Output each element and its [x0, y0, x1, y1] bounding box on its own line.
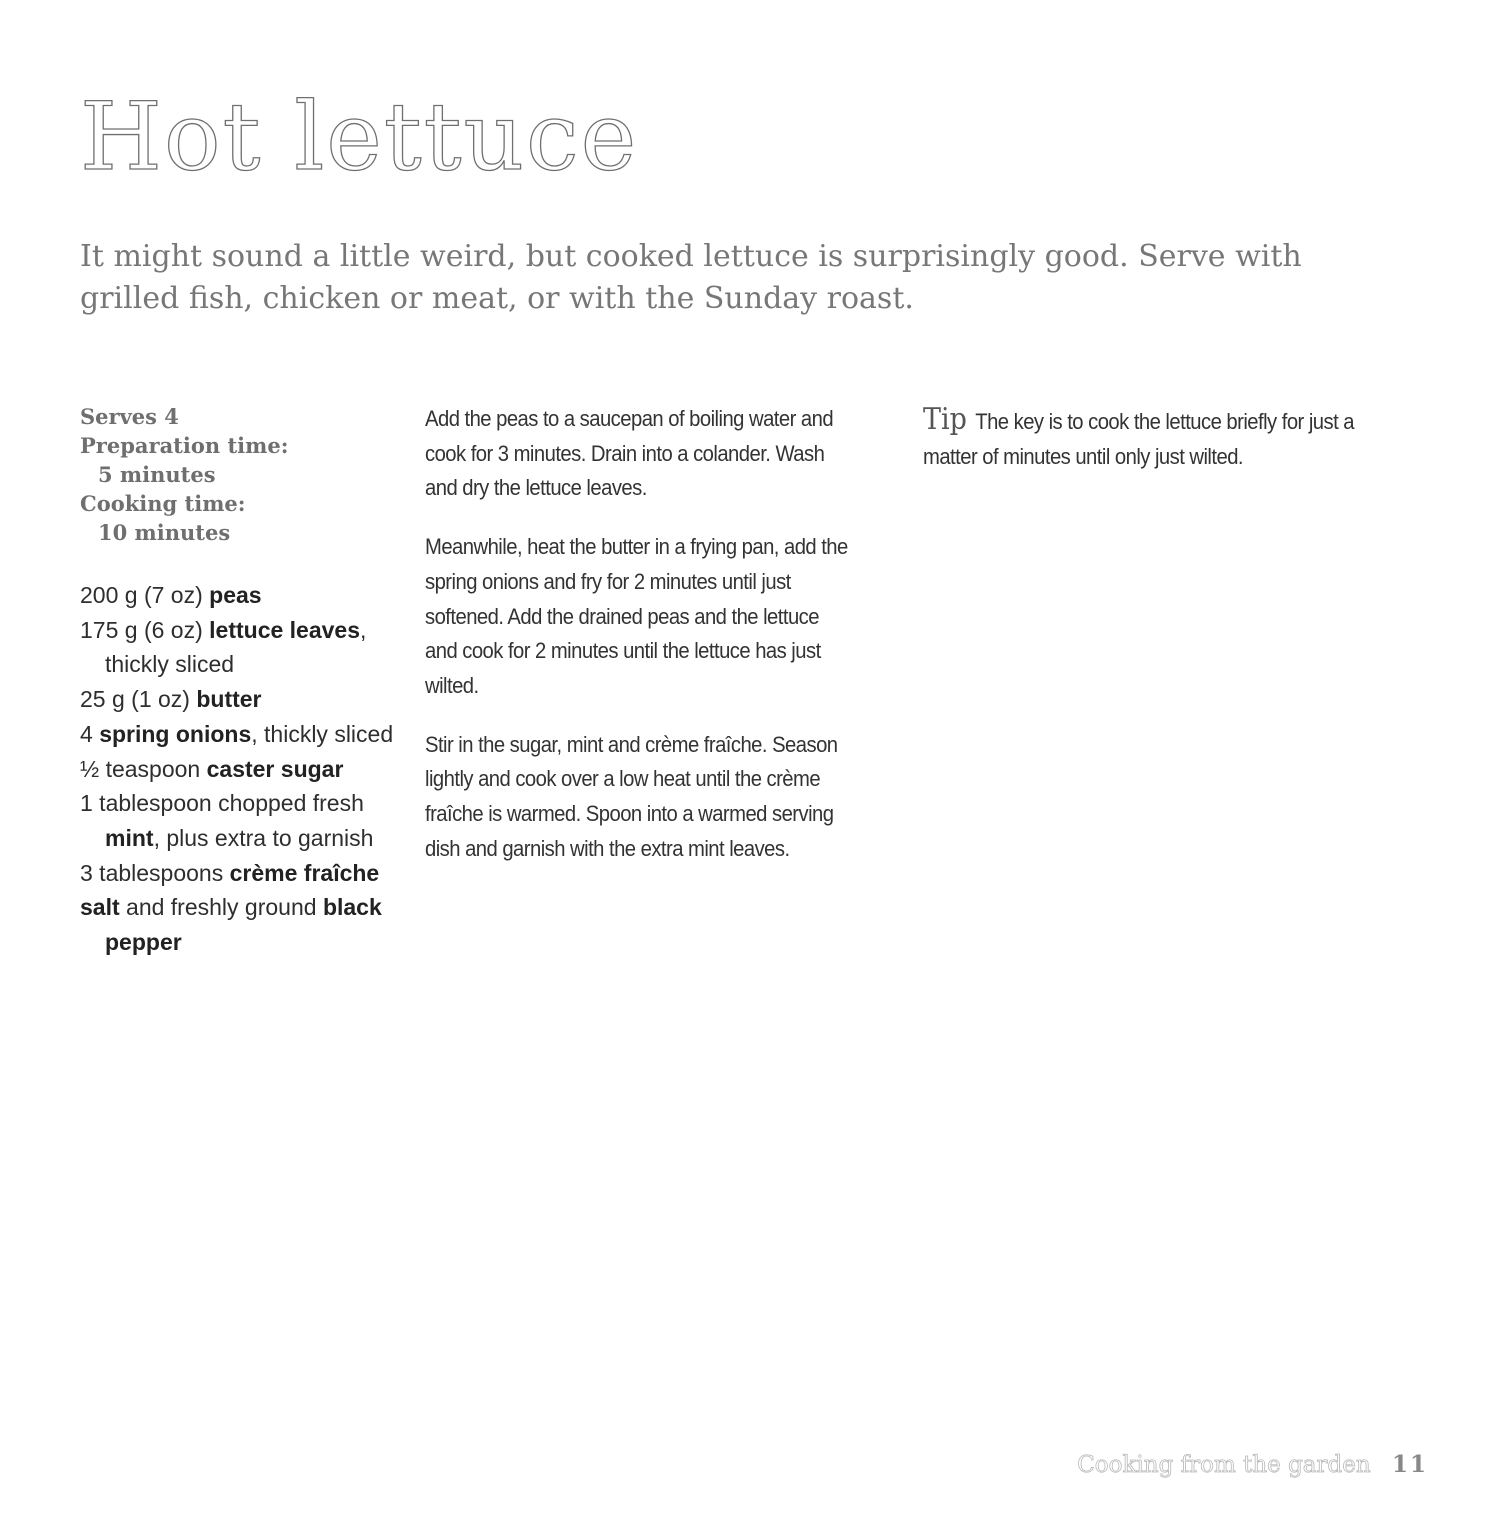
cook-time-value: 10 minutes [98, 520, 231, 545]
recipe-meta [80, 402, 400, 547]
method-step: Stir in the sugar, mint and crème fraîche. Season lightly and cook over a low heat until the crème fraîche is warmed. Spoon into a warmed serving dish and garnish with the extra mint leaves. [425, 731, 838, 861]
ingredient-item: 4 spring onions, thickly sliced [80, 720, 394, 747]
tip-label: Tip [923, 402, 967, 437]
ingredients-list [80, 578, 410, 960]
method-step: Meanwhile, heat the butter in a frying pan, add the spring onions and fry for 2 minutes until just softened. Add the drained peas and the lettuce and cook for 2 minutes until the lettuce has just wilted. [425, 534, 848, 698]
ingredient-item: salt and freshly ground black pepper [80, 894, 382, 956]
prep-time-label: Preparation time: [80, 433, 289, 458]
ingredient-item: 3 tablespoons crème fraîche [80, 859, 380, 886]
ingredient-item: 200 g (7 oz) peas [80, 582, 262, 608]
page-footer [1077, 1450, 1428, 1480]
section-title: Cooking from the garden [1077, 1452, 1371, 1478]
ingredient-item: 25 g (1 oz) butter [80, 686, 262, 713]
method-step: Add the peas to a saucepan of boiling water and cook for 3 minutes. Drain into a colander. Wash and dry the lettuce leaves. [425, 406, 834, 501]
method-steps [425, 402, 848, 890]
recipe-intro: It might sound a little weird, but cooked lettuce is surprisingly good. Serve with grilled fish, chicken or meat, or with the Sunday roast. [80, 239, 1302, 316]
tip-text: The key is to cook the lettuce briefly for just a matter of minutes until only just wilted. [923, 409, 1354, 469]
cook-time-label: Cooking time: [80, 491, 246, 516]
ingredient-item: 175 g (6 oz) lettuce leaves, thickly sliced [80, 616, 367, 678]
tip-box [923, 402, 1373, 474]
ingredient-item: 1 tablespoon chopped fresh mint, plus extra to garnish [80, 790, 374, 851]
ingredient-item: ½ teaspoon caster sugar [80, 755, 344, 782]
serves: Serves 4 [80, 404, 179, 429]
page-number: 11 [1391, 1451, 1428, 1478]
prep-time-value: 5 minutes [98, 462, 216, 487]
recipe-title: Hot lettuce [80, 83, 639, 192]
